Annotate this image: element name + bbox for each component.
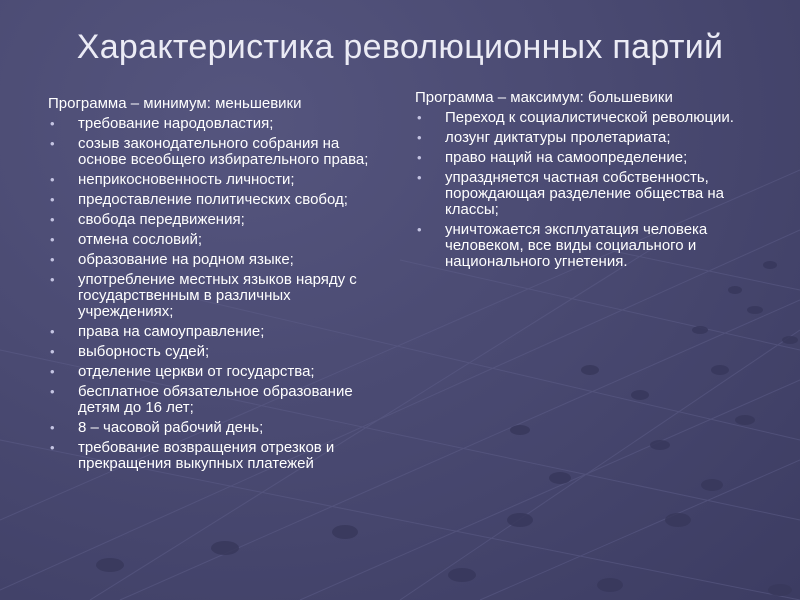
maximum-program-heading: Программа – максимум: большевики: [415, 89, 673, 106]
list-item-text: предоставление политических свобод;: [78, 191, 348, 208]
bullet-dot-icon: •: [417, 150, 422, 165]
minimum-program-list: [48, 116, 388, 472]
bullet-dot-icon: •: [417, 110, 422, 125]
list-item: [415, 130, 740, 146]
list-item-text: бесплатное обязательное образование детям до 16 лет;: [78, 383, 353, 416]
list-item: [48, 364, 388, 380]
list-item-text: образование на родном языке;: [78, 251, 294, 268]
list-item: [48, 252, 388, 268]
list-item: [48, 384, 388, 416]
bullet-dot-icon: •: [50, 324, 55, 339]
bullet-dot-icon: •: [50, 116, 55, 131]
list-item-text: свобода передвижения;: [78, 211, 245, 228]
list-item: [48, 212, 388, 228]
list-item-text: права на самоуправление;: [78, 323, 265, 340]
list-item-text: требование возвращения отрезков и прекращения выкупных платежей: [78, 439, 335, 472]
list-item: [48, 272, 388, 320]
bullet-dot-icon: •: [50, 136, 55, 151]
bullet-dot-icon: •: [50, 212, 55, 227]
bullet-dot-icon: •: [50, 272, 55, 287]
list-item-text: 8 – часовой рабочий день;: [78, 419, 264, 436]
list-item-text: отмена сословий;: [78, 231, 202, 248]
list-item: [48, 324, 388, 340]
maximum-program-list: [415, 110, 740, 270]
list-item-text: созыв законодательного собрания на основе всеобщего избирательного права;: [78, 135, 369, 168]
list-item-text: требование народовластия;: [78, 115, 274, 132]
list-item: [48, 136, 388, 168]
list-item: [48, 440, 388, 472]
list-item: [415, 110, 740, 126]
bullet-dot-icon: •: [50, 440, 55, 455]
list-item: [48, 232, 388, 248]
bullet-dot-icon: •: [50, 192, 55, 207]
list-item: [48, 192, 388, 208]
maximum-program-column: [415, 90, 740, 274]
list-item-text: Переход к социалистической революции.: [445, 109, 734, 126]
bullet-dot-icon: •: [417, 130, 422, 145]
list-item-text: упраздняется частная собственность, порождающая разделение общества на классы;: [445, 169, 725, 218]
list-item-text: отделение церкви от государства;: [78, 363, 315, 380]
minimum-program-column: [48, 96, 388, 476]
bullet-dot-icon: •: [417, 170, 422, 185]
list-item: [415, 170, 740, 218]
bullet-dot-icon: •: [50, 364, 55, 379]
list-item: [48, 344, 388, 360]
bullet-dot-icon: •: [50, 172, 55, 187]
list-item: [48, 116, 388, 132]
list-item: [48, 420, 388, 436]
list-item: [415, 222, 740, 270]
list-item-text: уничтожается эксплуатация человека человеком, все виды социального и национального угнетения.: [445, 221, 708, 270]
list-item: [48, 172, 388, 188]
bullet-dot-icon: •: [50, 232, 55, 247]
list-item-text: лозунг диктатуры пролетариата;: [445, 129, 671, 146]
bullet-dot-icon: •: [50, 420, 55, 435]
bullet-dot-icon: •: [417, 222, 422, 237]
bullet-dot-icon: •: [50, 344, 55, 359]
list-item-text: право наций на самоопределение;: [445, 149, 688, 166]
list-item-text: употребление местных языков наряду с государственным в различных учреждениях;: [78, 271, 357, 320]
list-item-text: выборность судей;: [78, 343, 210, 360]
list-item: [415, 150, 740, 166]
bullet-dot-icon: •: [50, 252, 55, 267]
bullet-dot-icon: •: [50, 384, 55, 399]
list-item-text: неприкосновенность личности;: [78, 171, 295, 188]
minimum-program-heading: Программа – минимум: меньшевики: [48, 95, 302, 112]
slide-title: Характеристика революционных партий: [76, 28, 724, 66]
